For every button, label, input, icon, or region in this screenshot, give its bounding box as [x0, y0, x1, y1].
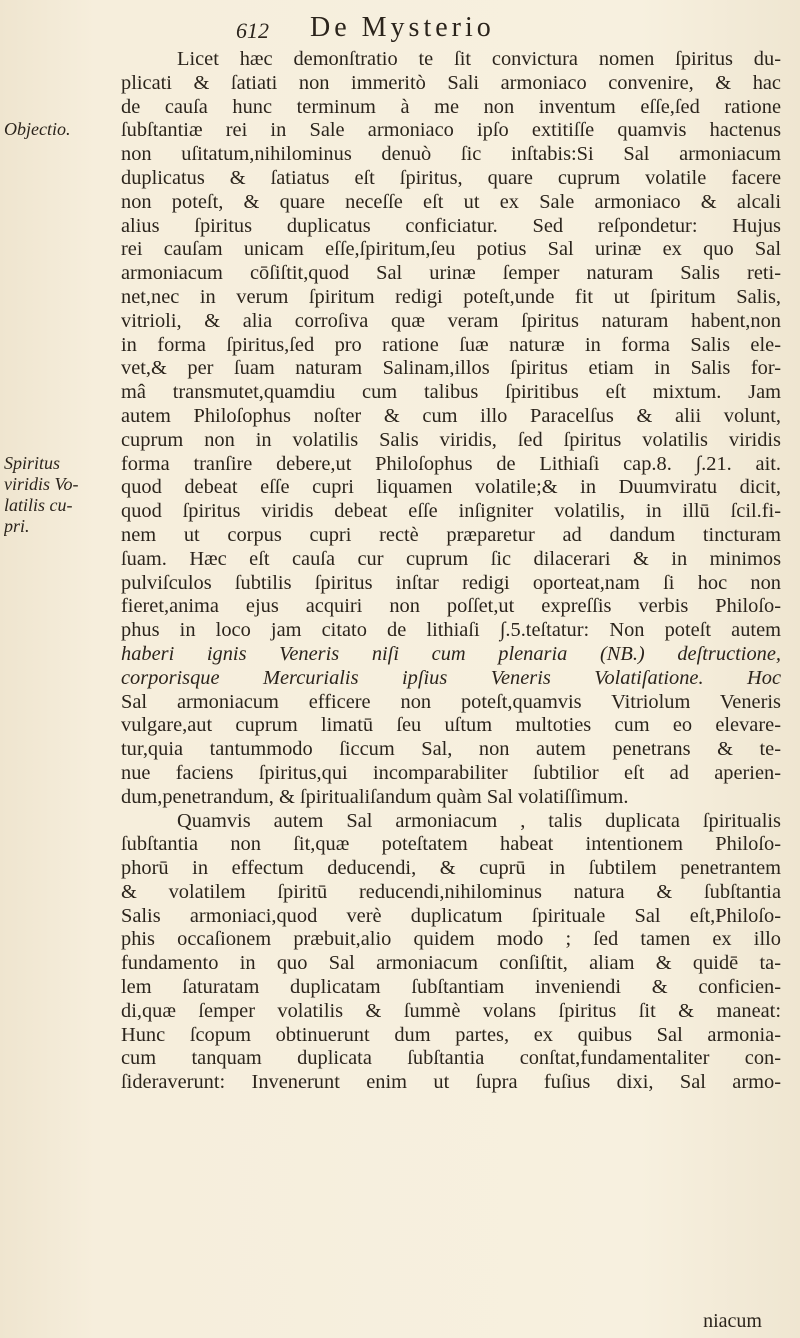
text-line: pulviſculos ſubtilis ſpiritus inſtar redigi oporteat,nam ſi hoc non: [121, 571, 781, 594]
text-line: Sal armoniacum efficere non poteſt,quamvis Vitriolum Veneris: [121, 690, 781, 713]
text-line: phorū in effectum deducendi, & cuprū in ſubtilem penetrantem: [121, 857, 781, 880]
text-line: vet,& per ſuam naturam Salinam,illos ſpiritus etiam in Salis for-: [121, 357, 781, 380]
text-line: nue faciens ſpiritus,qui incomparabiliter ſubtilior eſt ad aperien-: [121, 761, 781, 784]
text-line: phis occaſionem præbuit,alio quidem modo ; ſed tamen ex illo: [121, 928, 781, 951]
margin-note-line: Spiritus: [4, 453, 61, 473]
text-line: cuprum non in volatilis Salis viridis, ſed ſpiritus volatilis viridis: [121, 428, 781, 451]
text-line: in forma ſpiritus,ſed pro ratione ſuæ naturæ in forma Salis ele-: [121, 333, 781, 356]
text-line: net,nec in verum ſpiritum redigi poteſt,unde fit ut ſpiritum Salis,: [121, 285, 781, 308]
text-line: quod ſpiritus viridis debeat eſſe inſigniter volatilis, in illū ſcil.fi-: [121, 500, 781, 523]
catchword: niacum: [703, 1310, 762, 1332]
text-line: & volatilem ſpiritū reducendi,nihilominus natura & ſubſtantia: [121, 880, 781, 903]
text-line: dum,penetrandum, & ſpiritualiſandum quàm Sal volatiſſimum.: [121, 785, 629, 808]
text-line: mâ transmutet,quamdiu cum talibus ſpiritibus eſt mixtum. Jam: [121, 381, 781, 404]
text-line: de cauſa hunc terminum à me non inventum eſſe,ſed ratione: [121, 95, 781, 118]
text-line: fundamento in quo Sal armoniacum conſiſtit, aliam & quidē ta-: [121, 952, 781, 975]
text-line: non uſitatum,nihilominus denuò ſic inſtabis:Si Sal armoniacum: [121, 143, 781, 166]
text-line: rei cauſam unicam eſſe,ſpiritum,ſeu potius Sal urinæ ex quo Sal: [121, 238, 781, 261]
text-line: fieret,anima ejus acquiri non poſſet,ut expreſſis verbis Philoſo-: [121, 595, 781, 618]
text-line: haberi ignis Veneris niſi cum plenaria (NB.) deſtructione,: [121, 642, 781, 665]
body-text: [121, 48, 781, 1095]
running-title: De Mysterio: [310, 12, 495, 43]
text-line: nem ut corpus cupri rectè præparetur ad dandum tincturam: [121, 523, 781, 546]
text-line: lem ſaturatam duplicatam ſubſtantiam inveniendi & conficien-: [121, 976, 781, 999]
text-line: quod debeat eſſe cupri liquamen volatile;& in Duumviratu dicit,: [121, 476, 781, 499]
margin-note-line: latilis cu-: [4, 495, 73, 515]
text-line: vulgare,aut cuprum limatū ſeu uſtum multoties cum eo elevare-: [121, 714, 781, 737]
margin-note-line: viridis Vo-: [4, 474, 79, 494]
running-head: [236, 8, 716, 44]
text-line: corporisque Mercurialis ipſius Veneris Volatiſatione. Hoc: [121, 666, 781, 689]
text-line: phus in loco jam citato de lithiaſi ∫.5.teſtatur: Non poteſt autem: [121, 619, 781, 642]
margin-note-line: Objectio.: [4, 119, 71, 139]
text-line: duplicatus & ſatiatus eſt ſpiritus, quare cuprum volatile facere: [121, 166, 781, 189]
page-number: 612: [236, 18, 269, 43]
text-line: di,quæ ſemper volatilis & ſummè volans ſpiritus ſit & maneat:: [121, 999, 781, 1022]
text-line: Salis armoniaci,quod verè duplicatum ſpirituale Sal eſt,Philoſo-: [121, 904, 781, 927]
text-line: tur,quia tantummodo ſiccum Sal, non autem penetrans & te-: [121, 738, 781, 761]
text-line: ſubſtantiæ rei in Sale armoniaco ipſo extitiſſe quamvis hactenus: [121, 119, 781, 142]
text-line: autem Philoſophus noſter & cum illo Paracelſus & alii volunt,: [121, 404, 781, 427]
text-line: cum tanquam duplicata ſubſtantia conſtat,fundamentaliter con-: [121, 1047, 781, 1070]
text-line: Licet hæc demonſtratio te ſit convictura nomen ſpiritus du-: [177, 48, 781, 70]
text-line: forma tranſire debere,ut Philoſophus de Lithiaſi cap.8. ∫.21. ait.: [121, 452, 781, 475]
text-line: alius ſpiritus duplicatus conficiatur. Sed reſpondetur: Hujus: [121, 214, 781, 237]
text-line: non poteſt, & quare neceſſe eſt ut ex Sale armoniaco & alcali: [121, 190, 781, 213]
margin-note-line: pri.: [4, 516, 30, 536]
text-line: plicati & ſatiati non immeritò Sali armoniaco convenire, & hac: [121, 71, 781, 94]
text-line: Quamvis autem Sal armoniacum , talis duplicata ſpiritualis: [177, 809, 781, 832]
margin-note-objectio: [4, 119, 70, 140]
text-line: ſubſtantia non ſit,quæ poteſtatem habeat intentionem Philoſo-: [121, 833, 781, 856]
text-line: armoniacum cōſiſtit,quod Sal urinæ ſemper naturam Salis reti-: [121, 262, 781, 285]
text-line: ſuam. Hæc eſt cauſa cur cuprum ſic dilacerari & in minimos: [121, 547, 781, 570]
text-line: Hunc ſcopum obtinuerunt dum partes, ex quibus Sal armonia-: [121, 1023, 781, 1046]
margin-note-spiritus: [4, 453, 79, 537]
text-line: ſideraverunt: Invenerunt enim ut ſupra fuſius dixi, Sal armo-: [121, 1071, 781, 1094]
text-line: vitrioli, & alia corroſiva quæ veram ſpiritus naturam habent,non: [121, 309, 781, 332]
